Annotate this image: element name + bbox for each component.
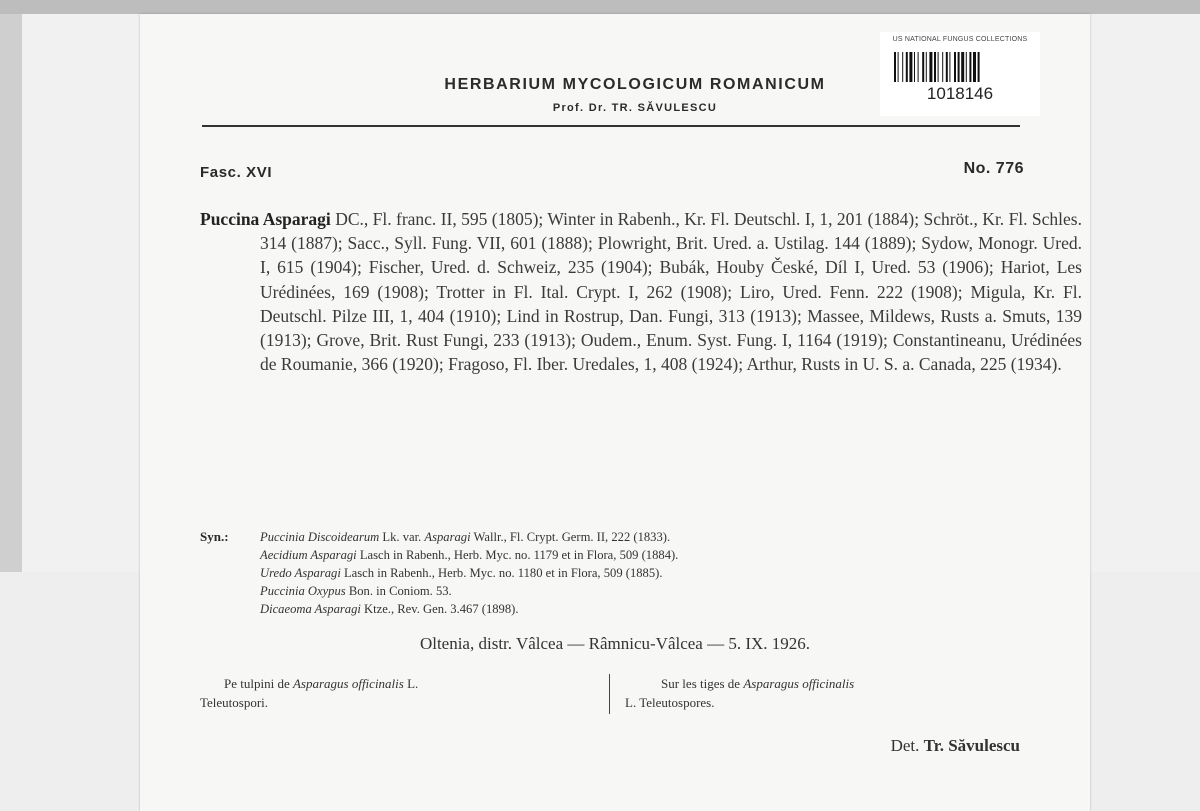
citation-text: DC., Fl. franc. II, 595 (1805); Winter in Rabenh., Kr. Fl. Deutschl. I, 1, 201 (1884); Schröt., Kr. Fl. Schles. 314 (1887); Sacc., Syll. Fung. VII, 601 (1888); Plowright, Brit. Ured. a. Ustilag. 144 (1889); Sydow, Monogr. Ured. I, 615 (1904); Fischer, Ured. d. Schweiz, 235 (1904); Bubák, Houby České, Díl I, Ured. 53 (1906); Hariot, Les Urédinées, 169 (1908); Trotter in Fl. Ital. Crypt. I, 262 (1908); Liro, Ured. Fenn. 222 (1908); Migula, Kr. Fl. Deutschl. Pilze III, 1, 404 (1910); Lind in Rostrup, Dan. Fungi, 313 (1913); Massee, Mildews, Rusts a. Smuts, 139 (1913); Grove, Brit. Rust Fungi, 233 (1913); Oudem., Enum. Syst. Fung. I, 1164 (1919); Constantineanu, Urédinées de Roumanie, 366 (1920); Fragoso, Fl. Iber. Uredales, 1, 408 (1924); Arthur, Rusts in U. S. a. Canada, 225 (1934). [260,209,1082,375]
curator-line: Prof. Dr. TR. SĂVULESCU [552,102,718,114]
fascicle-label: Fasc. XVI [200,164,273,181]
barcode-caption: US NATIONAL FUNGUS COLLECTIONS [892,36,1028,43]
synonyms-label: Syn.: [200,529,229,544]
synonym-line: Uredo Asparagi Lasch in Rabenh., Herb. Myc. no. 1180 et in Flora, 509 (1885). [260,566,663,580]
synonym-line: Puccinia Oxypus Bon. in Coniom. 53. [260,584,452,598]
locality-line: Oltenia, distr. Vâlcea — Râmnicu-Vâlcea — 5. IX. 1926. [419,634,811,653]
host-french: Sur les tiges de Asparagus officinalis L. Teleutospores. [625,676,855,710]
synonym-line: Aecidium Asparagi Lasch in Rabenh., Herb. Myc. no. 1179 et in Flora, 509 (1884). [260,548,679,562]
synonym-line: Dicaeoma Asparagi Ktze., Rev. Gen. 3.467 (1898). [260,602,519,616]
species-citations [200,207,1082,376]
backdrop-edge [0,0,1200,14]
synonyms-list [260,528,1025,618]
synonym-line: Puccinia Discoidearum Lk. var. Asparagi Wallr., Fl. Crypt. Germ. II, 222 (1833). [260,530,671,544]
species-name: Puccina Asparagi [200,209,331,229]
determiner-line: Det. Tr. Săvulescu [890,736,1020,755]
page-title: HERBARIUM MYCOLOGICUM ROMANICUM [444,76,826,93]
herbarium-label [140,14,1090,811]
barcode-number: 1018146 [926,84,994,103]
backdrop-left-edge [0,14,22,572]
specimen-number: No. 776 [963,160,1024,177]
host-romanian: Pe tulpini de Asparagus officinalis L. Teleutospori. [200,676,419,710]
header-rule [202,125,1020,127]
column-divider [609,674,610,714]
